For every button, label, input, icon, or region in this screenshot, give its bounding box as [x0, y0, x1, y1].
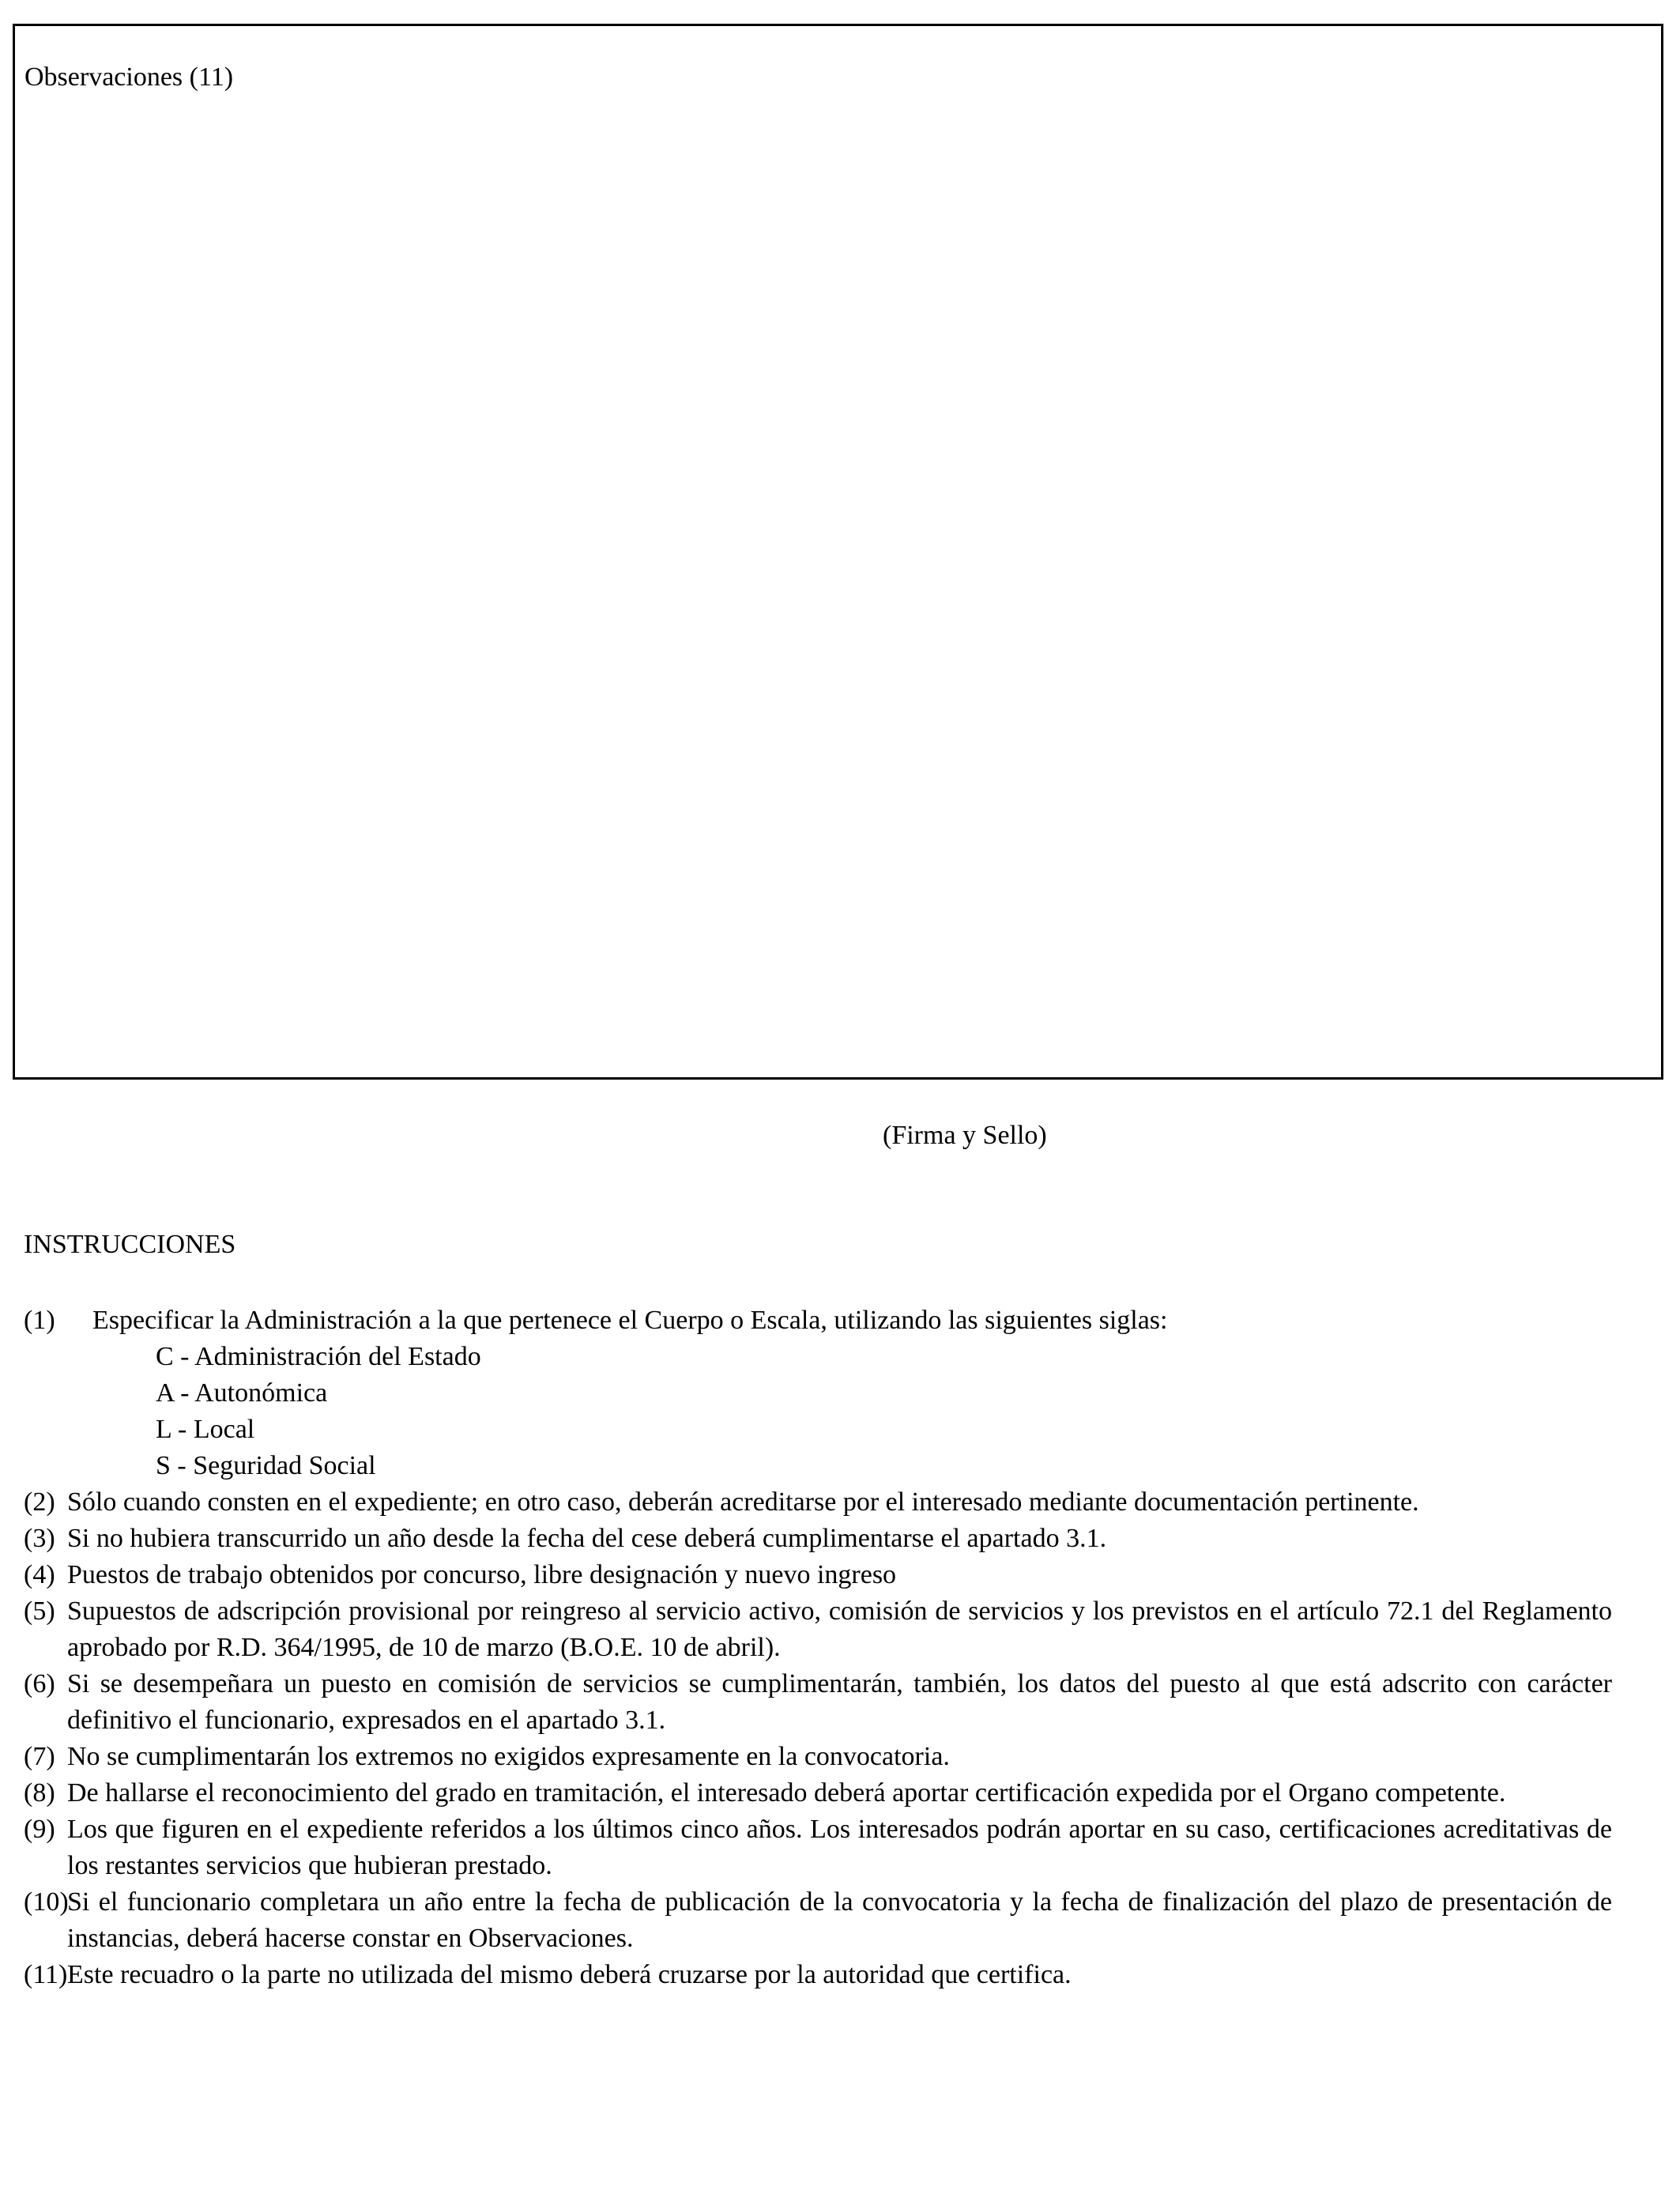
- instruction-item: [24, 1484, 1612, 1521]
- instruction-number: (9): [24, 1815, 55, 1844]
- instruction-item: [24, 1593, 1612, 1666]
- instruction-text: Supuestos de adscripción provisional por reingreso al servicio activo, comisión de servicios y los previstos en el artículo 72.1 del Reglamento aprobado por R.D. 364/1995, de 10 de marzo (B.O.E. 10 de abril).: [67, 1596, 1612, 1662]
- instruction-item: [24, 1666, 1612, 1739]
- instruction-text: De hallarse el reconocimiento del grado en tramitación, el interesado deberá aportar certificación expedida por el Organo competente.: [67, 1778, 1506, 1808]
- instruction-item: [24, 1739, 1612, 1775]
- acronym-item: S - Seguridad Social: [156, 1451, 376, 1480]
- instruction-item: [24, 1957, 1612, 1993]
- instruction-number: (1): [24, 1306, 55, 1335]
- instruction-number: (6): [24, 1669, 55, 1698]
- instruction-number: (10): [24, 1887, 69, 1917]
- instruction-text: Si el funcionario completara un año entre la fecha de publicación de la convocatoria y la fecha de finalización del plazo de presentación de instancias, deberá hacerse constar en Observaciones.: [67, 1887, 1612, 1953]
- instruction-number: (8): [24, 1778, 55, 1808]
- acronym-item: C - Administración del Estado: [156, 1342, 481, 1371]
- instruction-number: (3): [24, 1524, 55, 1553]
- instruction-text: Los que figuren en el expediente referidos a los últimos cinco años. Los interesados podrán aportar en su caso, certificaciones acreditativas de los restantes servicios que hubieran prestado.: [67, 1815, 1612, 1880]
- instruction-number: (5): [24, 1596, 55, 1626]
- instruction-number: (7): [24, 1742, 55, 1771]
- instruction-text: Este recuadro o la parte no utilizada del mismo deberá cruzarse por la autoridad que certifica.: [67, 1960, 1072, 1989]
- acronym-item: A - Autonómica: [156, 1378, 328, 1408]
- instruction-item: [24, 1884, 1612, 1957]
- signature-label: (Firma y Sello): [883, 1121, 1047, 1150]
- instruction-item: [24, 1811, 1612, 1884]
- instruction-item: [24, 1302, 1612, 1484]
- observations-box: [13, 24, 1663, 1080]
- instruction-text: Sólo cuando consten en el expediente; en otro caso, deberán acreditarse por el interesado mediante documentación pertinente.: [67, 1487, 1419, 1517]
- instruction-text: Si se desempeñara un puesto en comisión de servicios se cumplimentarán, también, los datos del puesto al que está adscrito con carácter definitivo el funcionario, expresados en el apartado 3.1.: [67, 1669, 1612, 1735]
- instruction-text: Si no hubiera transcurrido un año desde la fecha del cese deberá cumplimentarse el apartado 3.1.: [67, 1524, 1107, 1553]
- instruction-text: Puestos de trabajo obtenidos por concurso, libre designación y nuevo ingreso: [67, 1560, 897, 1589]
- instruction-text: Especificar la Administración a la que pertenece el Cuerpo o Escala, utilizando las siguientes siglas:: [92, 1306, 1168, 1335]
- instruction-item: [24, 1521, 1612, 1557]
- instruction-number: (11): [24, 1960, 68, 1989]
- acronym-list: [67, 1339, 1612, 1484]
- instruction-item: [24, 1557, 1612, 1593]
- instruction-number: (2): [24, 1487, 55, 1517]
- instruction-item: [24, 1775, 1612, 1811]
- instruction-text: No se cumplimentarán los extremos no exigidos expresamente en la convocatoria.: [67, 1742, 950, 1771]
- instructions-title: INSTRUCCIONES: [24, 1230, 236, 1259]
- instruction-number: (4): [24, 1560, 55, 1589]
- instructions-list: [24, 1302, 1612, 1993]
- observations-label: Observaciones (11): [24, 62, 234, 92]
- acronym-item: L - Local: [156, 1415, 255, 1444]
